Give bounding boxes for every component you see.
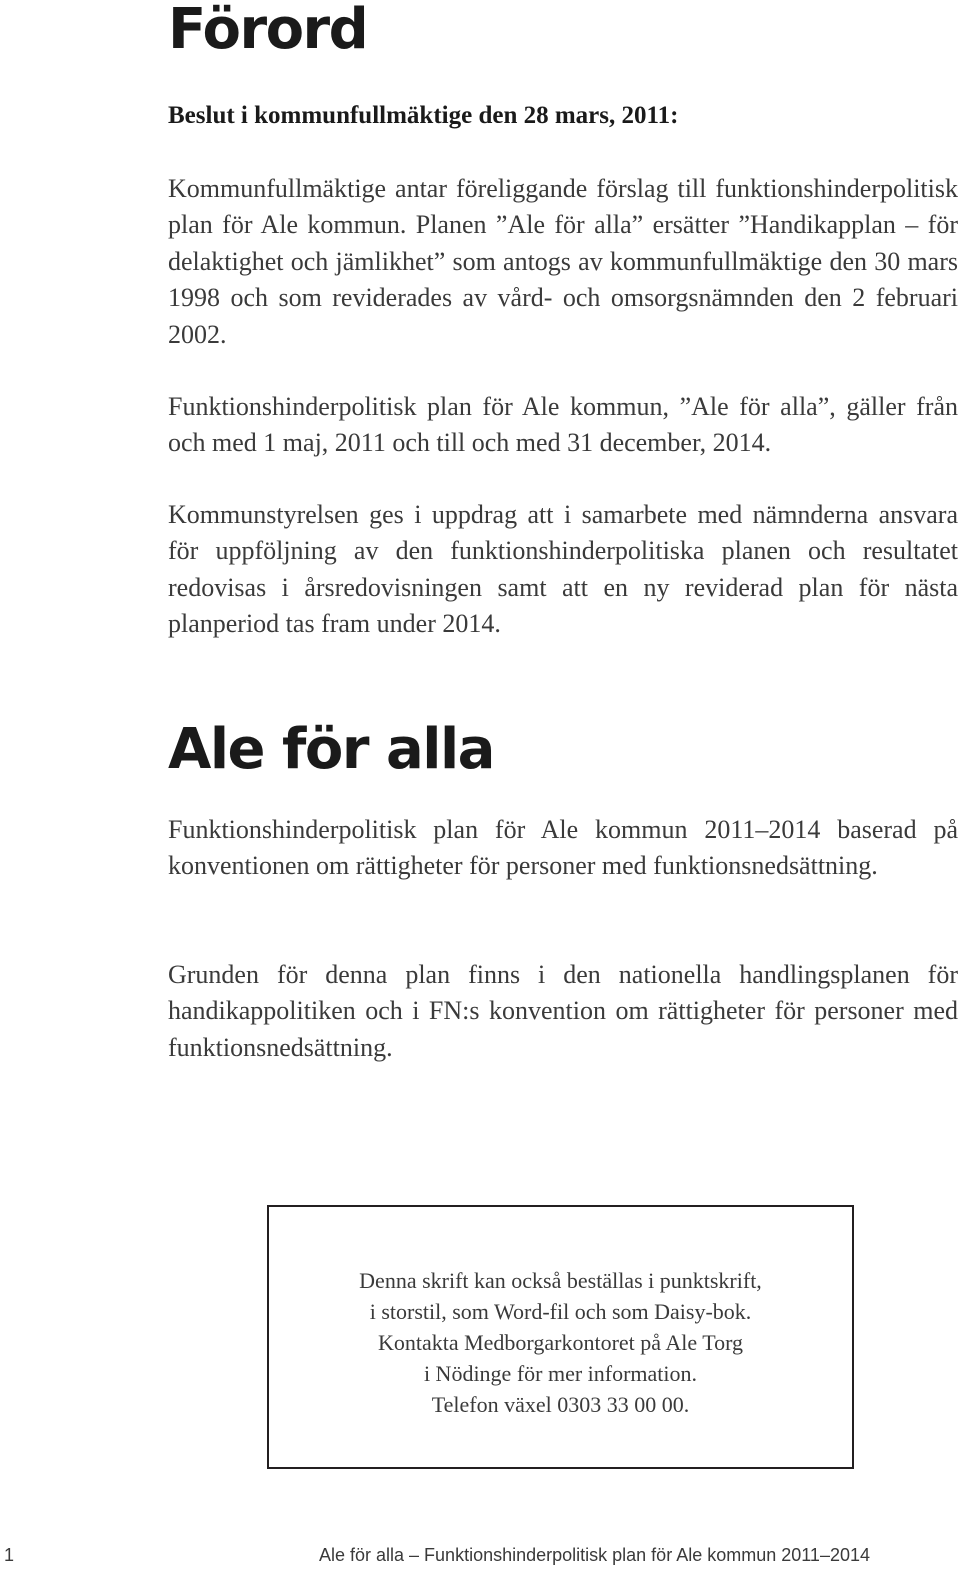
ale-for-alla-title: Ale för alla [168, 717, 494, 782]
ale-paragraph-1: Funktionshinderpolitisk plan för Ale kommun 2011–2014 baserad på konventionen om rättigheter för personer med funktionsnedsättning. [168, 815, 958, 881]
forord-paragraph-3: Kommunstyrelsen ges i uppdrag att i samarbete med nämnderna ansvara för uppföljning av den funktionshinderpolitiska planen och resultatet redovisas i årsredovisningen samt att en ny reviderad plan för nästa planperiod tas fram under 2014. [168, 500, 958, 639]
forord-title: Förord [168, 0, 368, 62]
info-line: i Nödinge för mer information. [423, 1361, 698, 1386]
info-line: Denna skrift kan också beställas i punktskrift, [359, 1268, 762, 1293]
ordering-info-box [267, 1205, 854, 1469]
page-footer [0, 1543, 960, 1569]
info-line: Telefon växel 0303 33 00 00. [431, 1392, 690, 1417]
info-line: Kontakta Medborgarkontoret på Ale Torg [377, 1330, 744, 1355]
footer-title: Ale för alla – Funktionshinderpolitisk plan för Ale kommun 2011–2014 [319, 1545, 870, 1565]
forord-paragraph-2: Funktionshinderpolitisk plan för Ale kommun, ”Ale för alla”, gäller från och med 1 maj, 2011 och till och med 31 december, 2014. [168, 392, 958, 458]
ale-paragraph-2: Grunden för denna plan finns i den nationella handlingsplanen för handikappolitiken och i FN:s konvention om rättigheter för personer med funktionsnedsättning. [168, 960, 958, 1062]
info-line: i storstil, som Word-fil och som Daisy-bok. [369, 1299, 752, 1324]
forord-paragraph-1: Kommunfullmäktige antar föreliggande förslag till funktionshinderpolitisk plan för Ale kommun. Planen ”Ale för alla” ersätter ”Handikapplan – för delaktighet och jämlikhet” som antogs av kommunfullmäktige den 30 mars 1998 och som reviderades av vård- och omsorgsnämnden den 2 februari 2002. [168, 174, 958, 349]
ordering-info-text [269, 1265, 852, 1420]
decision-heading: Beslut i kommunfullmäktige den 28 mars, 2011: [168, 102, 679, 129]
page-number: 1 [4, 1545, 15, 1565]
